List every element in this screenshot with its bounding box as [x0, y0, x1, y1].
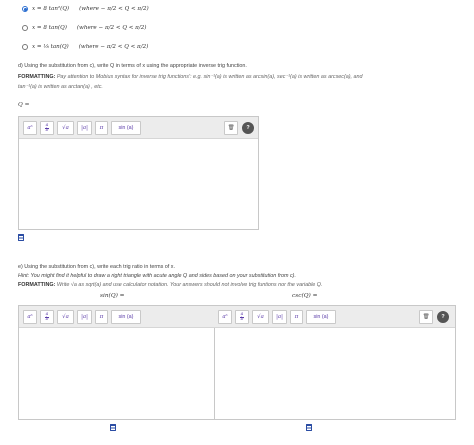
formatting-text: Pay attention to Mobius syntax for inverse trig functions': e.g. sin⁻¹(a) is written as arcsin(a), sec⁻¹(a) is written as arcsec(a), and	[56, 74, 363, 80]
help-icon[interactable]: ?	[437, 311, 449, 323]
option-1[interactable]	[22, 4, 149, 14]
trash-icon[interactable]: 🗑	[419, 310, 433, 324]
radio-button-selected[interactable]	[22, 6, 28, 12]
pane-divider	[214, 328, 215, 419]
sqrt-button[interactable]: √a	[252, 310, 269, 324]
part-d-formatting	[18, 74, 458, 80]
sin-button[interactable]: sin (a)	[306, 310, 336, 324]
pi-button[interactable]: π	[95, 121, 108, 135]
option-1-cond: (where − π/2 < Q < π/2)	[79, 6, 149, 12]
option-2[interactable]	[22, 23, 146, 33]
power-button[interactable]: aᵇ	[23, 121, 37, 135]
math-editor-q[interactable]	[18, 116, 259, 230]
editor-toolbar	[19, 306, 455, 328]
pi-button[interactable]: π	[290, 310, 303, 324]
abs-button[interactable]: |a|	[77, 310, 92, 324]
radio-button[interactable]	[22, 25, 28, 31]
q-answer-label: Q =	[18, 102, 30, 108]
formatting-label: FORMATTING:	[18, 282, 56, 288]
formatting-label: FORMATTING:	[18, 74, 56, 80]
part-d-formatting-2	[18, 84, 103, 90]
fraction-button[interactable]: $\frac{a}{b}$	[235, 310, 249, 324]
fraction-button[interactable]: $\frac{a}{b}$	[40, 310, 54, 324]
power-button[interactable]: aᵇ	[218, 310, 232, 324]
abs-button[interactable]: |a|	[272, 310, 287, 324]
attachment-icon[interactable]	[18, 234, 24, 241]
option-2-expr: x = 8 tan(Q)	[32, 25, 67, 31]
sin-button[interactable]: sin (a)	[111, 310, 141, 324]
option-3-cond: (where − π/2 < Q < π/2)	[78, 44, 149, 50]
part-d-question: d) Using the substitution from c), write Q in terms of x using the appropriate inverse trig function.	[18, 63, 247, 69]
option-1-expr: x = 8 tan²(Q)	[32, 6, 70, 12]
sqrt-button[interactable]: √a	[57, 310, 74, 324]
sqrt-button[interactable]: √a	[57, 121, 74, 135]
power-button[interactable]: aᵇ	[23, 310, 37, 324]
math-editor-trig[interactable]	[18, 305, 456, 420]
attachment-icon[interactable]	[306, 424, 312, 431]
help-icon[interactable]: ?	[242, 122, 254, 134]
trash-icon[interactable]: 🗑	[224, 121, 238, 135]
radio-button[interactable]	[22, 44, 28, 50]
formatting-text: Write √a as sqrt(a) and use calculator notation. Your answers should not involve trig funtions nor the variable Q.	[56, 282, 323, 288]
option-3[interactable]	[22, 42, 148, 52]
sin-button[interactable]: sin (a)	[111, 121, 141, 135]
attachment-icon[interactable]	[110, 424, 116, 431]
abs-button[interactable]: |a|	[77, 121, 92, 135]
fraction-button[interactable]: $\frac{a}{b}$	[40, 121, 54, 135]
part-e-hint: Hint: You might find it helpful to draw a right triangle with acute angle Q and sides based on your substitution from c).	[18, 273, 296, 279]
csc-q-label: csc(Q) =	[292, 293, 318, 299]
formatting-text-2: tan⁻¹(a) is written as arctan(a) , etc.	[18, 84, 103, 90]
pi-button[interactable]: π	[95, 310, 108, 324]
part-e-formatting	[18, 282, 322, 288]
part-e-question: e) Using the substitution from c), write each trig ratio in terms of x.	[18, 264, 175, 270]
option-2-cond: (where − π/2 < Q < π/2)	[76, 25, 147, 31]
option-3-expr: x = ⅛ tan(Q)	[32, 44, 69, 50]
sin-q-label: sin(Q) =	[100, 293, 125, 299]
editor-toolbar	[19, 117, 258, 139]
